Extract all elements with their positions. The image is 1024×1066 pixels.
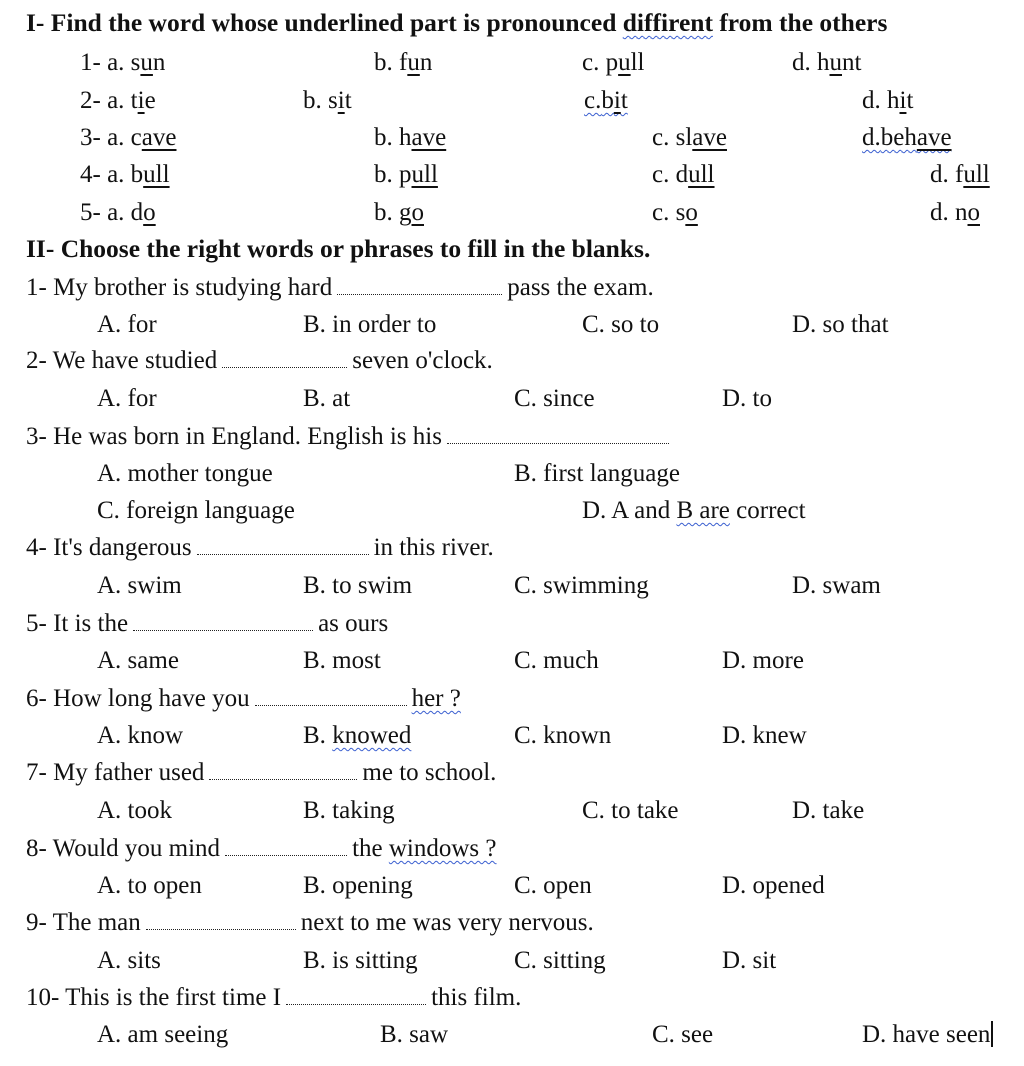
answer-option[interactable]: C. known bbox=[514, 722, 612, 749]
word-end: t bbox=[620, 87, 628, 114]
word-option bbox=[652, 123, 727, 153]
word-option bbox=[792, 48, 861, 78]
word-option bbox=[80, 123, 176, 153]
section-1-heading-start: I- Find the word whose underlined part is pronounced bbox=[26, 8, 623, 37]
answer-option[interactable]: B. knowed bbox=[303, 722, 412, 749]
answer-blank[interactable] bbox=[225, 837, 347, 856]
word-option bbox=[374, 198, 424, 228]
answer-option[interactable]: C. much bbox=[514, 647, 599, 674]
question-text: 8- Would you mind bbox=[26, 835, 221, 862]
word-start: f bbox=[399, 49, 408, 76]
answer-option[interactable]: A. am seeing bbox=[97, 1021, 229, 1048]
underlined-part: ull bbox=[411, 161, 438, 188]
question bbox=[26, 609, 388, 639]
question-text: 7- My father used bbox=[26, 759, 205, 786]
word-end: nt bbox=[842, 49, 862, 76]
word-option bbox=[80, 86, 156, 116]
answer-blank[interactable] bbox=[209, 761, 357, 780]
word bbox=[399, 199, 424, 226]
word-start: h bbox=[399, 124, 412, 151]
option-label: d. bbox=[930, 199, 955, 226]
word-start: p bbox=[605, 49, 619, 76]
answer-option[interactable]: C. see bbox=[652, 1021, 714, 1048]
underlined-part: ave bbox=[411, 124, 447, 151]
word bbox=[955, 161, 990, 188]
question-text-end: me to school. bbox=[362, 759, 497, 786]
word-start: d bbox=[130, 199, 144, 226]
question-text-end: seven o'clock. bbox=[352, 347, 493, 374]
word bbox=[887, 87, 913, 114]
word-option bbox=[303, 86, 352, 116]
section-2-heading: II- Choose the right words or phrases to fill in the blanks. bbox=[26, 234, 651, 263]
word-end: t bbox=[906, 87, 914, 114]
word-option bbox=[80, 198, 156, 228]
option-label: d. bbox=[862, 87, 887, 114]
word bbox=[131, 49, 166, 76]
question-text-end: as ours bbox=[318, 610, 389, 637]
word-option bbox=[930, 198, 980, 228]
question-text: 10- This is the first time I bbox=[26, 984, 282, 1011]
question-text-end: this film. bbox=[431, 984, 522, 1011]
word-end: ll bbox=[630, 49, 645, 76]
answer-option[interactable]: A. sits bbox=[97, 947, 161, 974]
answer-blank[interactable] bbox=[133, 612, 313, 631]
underlined-part: i bbox=[613, 87, 621, 114]
word bbox=[676, 161, 715, 188]
word bbox=[817, 49, 861, 76]
question-text-end: pass the exam. bbox=[507, 274, 654, 301]
underlined-part: ave bbox=[141, 124, 177, 151]
word-start: h bbox=[887, 87, 900, 114]
misspelled-word: diffirent bbox=[622, 8, 713, 37]
answer-option[interactable]: C. swimming bbox=[514, 572, 649, 599]
question bbox=[26, 346, 493, 376]
word-start: d bbox=[675, 161, 689, 188]
word-start: b bbox=[130, 161, 144, 188]
word bbox=[131, 161, 170, 188]
answer-option[interactable]: A. for bbox=[97, 385, 157, 412]
answer-option[interactable]: D. to bbox=[722, 385, 772, 412]
word-start: g bbox=[399, 199, 412, 226]
underlined-part: o bbox=[143, 199, 156, 226]
question bbox=[26, 533, 494, 563]
word-option bbox=[652, 198, 698, 228]
question-text: 5- It is the bbox=[26, 610, 129, 637]
option-label: 1- a. bbox=[80, 49, 131, 76]
question bbox=[26, 422, 674, 452]
answer-option[interactable]: C. since bbox=[514, 385, 595, 412]
question-text: 9- The man bbox=[26, 909, 141, 936]
answer-blank[interactable] bbox=[447, 425, 669, 444]
word-option bbox=[652, 160, 715, 190]
answer-option[interactable]: B. to swim bbox=[303, 572, 413, 599]
underlined-part: ull bbox=[688, 161, 715, 188]
question-text-end: in this river. bbox=[373, 534, 494, 561]
answer-option[interactable]: D. knew bbox=[722, 722, 807, 749]
word bbox=[328, 87, 352, 114]
word-option bbox=[80, 160, 170, 190]
answer-option[interactable]: D. have seen bbox=[862, 1020, 993, 1050]
question bbox=[26, 834, 497, 864]
answer-option[interactable]: A. mother tongue bbox=[97, 460, 273, 487]
word-start: f bbox=[955, 161, 964, 188]
word bbox=[399, 161, 438, 188]
answer-option[interactable]: C. so to bbox=[582, 311, 660, 338]
word bbox=[399, 124, 446, 151]
answer-option[interactable]: B. taking bbox=[303, 797, 395, 824]
answer-option[interactable]: B. is sitting bbox=[303, 947, 418, 974]
question-text-end: her ? bbox=[411, 685, 461, 712]
underlined-part: u bbox=[140, 49, 153, 76]
underlined-part: ull bbox=[963, 161, 990, 188]
answer-option[interactable]: B. opening bbox=[303, 872, 413, 899]
answer-option[interactable]: D. opened bbox=[722, 872, 825, 899]
answer-option[interactable]: C. to take bbox=[582, 797, 679, 824]
word-start: n bbox=[955, 199, 968, 226]
answer-option[interactable]: C. open bbox=[514, 872, 592, 899]
word-option bbox=[930, 160, 990, 190]
answer-blank[interactable] bbox=[255, 687, 407, 706]
option-label: c. bbox=[652, 161, 676, 188]
word-start: c bbox=[130, 124, 142, 151]
underlined-part: o bbox=[685, 199, 698, 226]
question-text: 6- How long have you bbox=[26, 685, 250, 712]
answer-option[interactable]: A. for bbox=[97, 311, 157, 338]
word-option bbox=[80, 48, 165, 78]
answer-option[interactable]: D. sit bbox=[722, 947, 777, 974]
option-label: b. bbox=[374, 161, 399, 188]
option-label: d. bbox=[792, 49, 817, 76]
word-end: e bbox=[144, 87, 156, 114]
word-end: n bbox=[152, 49, 166, 76]
question bbox=[26, 758, 496, 788]
answer-option[interactable]: D. swam bbox=[792, 572, 881, 599]
answer-blank[interactable] bbox=[337, 276, 502, 295]
word-start: s bbox=[675, 199, 686, 226]
answer-option[interactable]: B. at bbox=[303, 385, 351, 412]
option-label: d. bbox=[930, 161, 955, 188]
option-label: b. bbox=[374, 199, 399, 226]
option-label: b. bbox=[303, 87, 328, 114]
word-option bbox=[584, 86, 628, 116]
underlined-part: o bbox=[967, 199, 980, 226]
answer-option[interactable]: A. know bbox=[97, 722, 184, 749]
answer-option[interactable]: B. in order to bbox=[303, 311, 437, 338]
underlined-part: ave bbox=[916, 124, 952, 151]
underlined-part: u bbox=[829, 49, 842, 76]
word-option bbox=[374, 160, 438, 190]
section-1-heading-end: from the others bbox=[712, 8, 888, 37]
question bbox=[26, 908, 594, 938]
question-text: 2- We have studied bbox=[26, 347, 218, 374]
word bbox=[131, 199, 156, 226]
word bbox=[601, 87, 627, 114]
word-option bbox=[862, 86, 913, 116]
word-end: t bbox=[344, 87, 352, 114]
question-text-end: next to me was very nervous. bbox=[300, 909, 594, 936]
underlined-part: ull bbox=[143, 161, 170, 188]
word bbox=[676, 199, 698, 226]
underlined-part: i bbox=[137, 87, 145, 114]
option-label: 5- a. bbox=[80, 199, 131, 226]
option-label: c. bbox=[652, 199, 676, 226]
question-text: 4- It's dangerous bbox=[26, 534, 192, 561]
word-option bbox=[374, 123, 446, 153]
word-start: s bbox=[130, 49, 141, 76]
question-text: 1- My brother is studying hard bbox=[26, 274, 333, 301]
text-cursor bbox=[991, 1021, 993, 1047]
question-text-end: the windows ? bbox=[352, 835, 497, 862]
word-start: h bbox=[817, 49, 830, 76]
answer-option[interactable]: D. more bbox=[722, 647, 804, 674]
answer-option[interactable]: A. swim bbox=[97, 572, 182, 599]
option-label: d. bbox=[862, 124, 881, 151]
answer-blank[interactable] bbox=[286, 986, 426, 1005]
answer-option[interactable]: B. first language bbox=[514, 460, 680, 487]
answer-option[interactable]: D. take bbox=[792, 797, 865, 824]
answer-option[interactable]: A. took bbox=[97, 797, 172, 824]
option-label: 3- a. bbox=[80, 124, 131, 151]
answer-option[interactable]: D. A and B are correct bbox=[582, 497, 806, 524]
underlined-part: i bbox=[899, 87, 907, 114]
answer-blank[interactable] bbox=[146, 911, 296, 930]
answer-option[interactable]: D. so that bbox=[792, 311, 889, 338]
word-option bbox=[862, 123, 952, 153]
word-end: n bbox=[419, 49, 433, 76]
word-option bbox=[374, 48, 432, 78]
option-label: b. bbox=[374, 124, 399, 151]
word bbox=[131, 87, 156, 114]
word bbox=[955, 199, 980, 226]
section-1-heading bbox=[26, 8, 887, 38]
underlined-part: u bbox=[407, 49, 420, 76]
answer-option[interactable]: C. sitting bbox=[514, 947, 606, 974]
answer-option[interactable]: B. saw bbox=[380, 1021, 449, 1048]
question bbox=[26, 684, 461, 714]
word-start: b bbox=[601, 87, 614, 114]
answer-blank[interactable] bbox=[197, 536, 369, 555]
question bbox=[26, 983, 521, 1013]
word-start: s bbox=[328, 87, 338, 114]
word-option bbox=[582, 48, 645, 78]
option-label: c. bbox=[582, 49, 606, 76]
underlined-part: o bbox=[411, 199, 424, 226]
answer-blank[interactable] bbox=[222, 349, 347, 368]
question-text: 3- He was born in England. English is his bbox=[26, 423, 442, 450]
word bbox=[676, 124, 727, 151]
answer-option[interactable]: C. foreign language bbox=[97, 497, 295, 524]
underlined-part: i bbox=[337, 87, 345, 114]
underlined-part: u bbox=[618, 49, 631, 76]
word-start: beh bbox=[880, 124, 917, 151]
word bbox=[606, 49, 645, 76]
option-label: b. bbox=[374, 49, 399, 76]
answer-option[interactable]: A. to open bbox=[97, 872, 202, 899]
option-label: c. bbox=[652, 124, 676, 151]
word-start: sl bbox=[675, 124, 693, 151]
word bbox=[399, 49, 432, 76]
option-label: c. bbox=[584, 87, 602, 114]
answer-option[interactable]: A. same bbox=[97, 647, 179, 674]
option-label: 2- a. bbox=[80, 87, 131, 114]
word bbox=[881, 124, 952, 151]
word bbox=[131, 124, 177, 151]
answer-option[interactable]: B. most bbox=[303, 647, 381, 674]
underlined-part: ave bbox=[692, 124, 727, 151]
question bbox=[26, 273, 654, 303]
option-label: 4- a. bbox=[80, 161, 131, 188]
word-start: p bbox=[399, 161, 412, 188]
word-start: t bbox=[130, 87, 138, 114]
